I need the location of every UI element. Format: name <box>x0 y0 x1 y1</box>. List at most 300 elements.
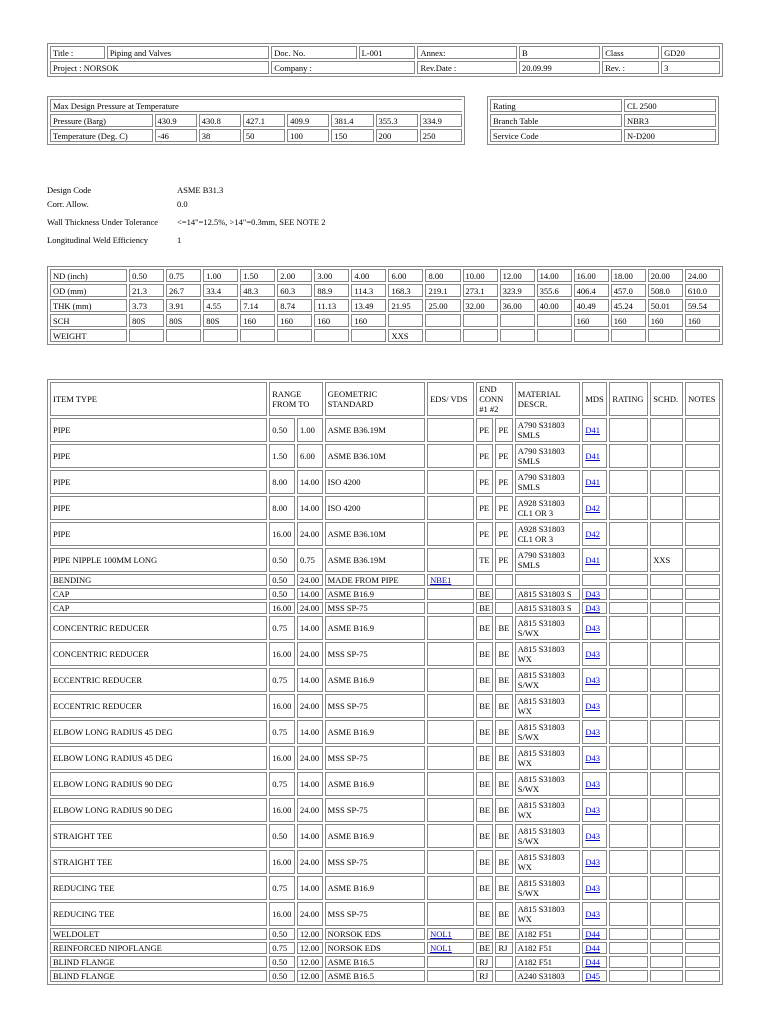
mds <box>582 496 607 520</box>
material-descr: A815 S31803 WX <box>515 798 581 822</box>
item-row <box>50 798 720 822</box>
thk-cell: 11.13 <box>314 299 349 312</box>
pressure-row <box>50 114 462 127</box>
class-value: GD20 <box>661 46 720 59</box>
company-label: Company : <box>271 61 415 74</box>
end-conn-2: BE <box>495 642 512 666</box>
end-conn-1: PE <box>476 444 493 468</box>
weight-cell <box>314 329 349 342</box>
item-row <box>50 850 720 874</box>
rating-cell <box>609 798 648 822</box>
rating-cell <box>609 772 648 796</box>
range-from: 0.50 <box>269 928 295 940</box>
mds <box>582 588 607 600</box>
item-row <box>50 720 720 744</box>
end-conn-1: BE <box>476 824 493 848</box>
eds-vds <box>427 522 474 546</box>
mds-link[interactable]: D43 <box>585 589 600 599</box>
geometric-standard: MSS SP-75 <box>325 642 425 666</box>
range-from: 0.50 <box>269 970 295 982</box>
weight-cell <box>648 329 683 342</box>
size-row-sch <box>50 314 720 327</box>
geometric-standard: MSS SP-75 <box>325 798 425 822</box>
end-conn-1: BE <box>476 720 493 744</box>
rating-cell <box>609 444 648 468</box>
mds-link[interactable]: D44 <box>585 929 600 939</box>
schd <box>650 522 683 546</box>
od-cell: 355.6 <box>537 284 572 297</box>
material-descr: A790 S31803 SMLS <box>515 444 581 468</box>
item-type: PIPE <box>50 444 267 468</box>
header-geometric-standard: GEOMETRIC STANDARD <box>325 382 425 416</box>
rating-cell <box>609 902 648 926</box>
mds-link[interactable]: D43 <box>585 753 600 763</box>
rating-cell <box>609 746 648 770</box>
nd-cell: 24.00 <box>685 269 720 282</box>
pressure-value: 427.1 <box>243 114 285 127</box>
end-conn-2: BE <box>495 928 512 940</box>
end-conn-2: BE <box>495 850 512 874</box>
mds <box>582 522 607 546</box>
class-label: Class <box>602 46 659 59</box>
notes-cell <box>685 668 720 692</box>
item-type: PIPE <box>50 470 267 494</box>
thk-cell: 21.95 <box>388 299 423 312</box>
schd <box>650 824 683 848</box>
item-row <box>50 444 720 468</box>
mds-link[interactable]: D41 <box>585 425 600 435</box>
nd-cell: 18.00 <box>611 269 646 282</box>
eds-vds <box>427 772 474 796</box>
notes-cell <box>685 548 720 572</box>
geometric-standard: MSS SP-75 <box>325 746 425 770</box>
sch-cell: 80S <box>166 314 201 327</box>
eds-vds <box>427 928 474 940</box>
mds <box>582 746 607 770</box>
weight-cell <box>240 329 275 342</box>
range-from: 0.50 <box>269 574 295 586</box>
thk-label: THK (mm) <box>50 299 127 312</box>
mds <box>582 668 607 692</box>
mds-link[interactable]: D42 <box>585 529 600 539</box>
mds-link[interactable]: D44 <box>585 943 600 953</box>
sch-cell <box>537 314 572 327</box>
geometric-standard: ASME B36.10M <box>325 444 425 468</box>
temperature-value: 38 <box>199 129 241 142</box>
range-from: 16.00 <box>269 642 295 666</box>
rating-cell <box>609 694 648 718</box>
corrosion-allowance-label: Corr. Allow. <box>47 199 89 209</box>
document-header-table <box>47 43 723 77</box>
mds-link[interactable]: D43 <box>585 805 600 815</box>
notes-cell <box>685 496 720 520</box>
weight-cell <box>277 329 312 342</box>
geometric-standard: NORSOK EDS <box>325 942 425 954</box>
rating-cell <box>609 616 648 640</box>
geometric-standard: MSS SP-75 <box>325 902 425 926</box>
range-to: 14.00 <box>297 720 323 744</box>
od-cell: 88.9 <box>314 284 349 297</box>
item-type: CONCENTRIC REDUCER <box>50 616 267 640</box>
mds <box>582 824 607 848</box>
range-to: 12.00 <box>297 942 323 954</box>
range-to: 14.00 <box>297 470 323 494</box>
item-type: BLIND FLANGE <box>50 970 267 982</box>
item-type: WELDOLET <box>50 928 267 940</box>
schd: XXS <box>650 548 683 572</box>
range-from: 0.75 <box>269 942 295 954</box>
item-row <box>50 642 720 666</box>
material-descr: A182 F51 <box>515 956 581 968</box>
od-cell: 114.3 <box>351 284 386 297</box>
end-conn-1: TE <box>476 548 493 572</box>
pressure-value: 409.9 <box>287 114 329 127</box>
schd <box>650 444 683 468</box>
item-type: REDUCING TEE <box>50 902 267 926</box>
rating-cell <box>609 602 648 614</box>
thk-cell: 59.54 <box>685 299 720 312</box>
mds-link[interactable]: D43 <box>585 857 600 867</box>
end-conn-1: BE <box>476 772 493 796</box>
range-to: 1.00 <box>297 418 323 442</box>
notes-cell <box>685 942 720 954</box>
material-descr: A815 S31803 WX <box>515 902 581 926</box>
range-from: 16.00 <box>269 850 295 874</box>
weight-cell <box>129 329 164 342</box>
mds-link[interactable]: D43 <box>585 831 600 841</box>
pressure-value: 334.9 <box>420 114 462 127</box>
mds-link[interactable]: D41 <box>585 477 600 487</box>
range-from: 16.00 <box>269 522 295 546</box>
end-conn-2 <box>495 588 512 600</box>
thk-cell: 13.49 <box>351 299 386 312</box>
mds-link[interactable]: D43 <box>585 623 600 633</box>
mds <box>582 602 607 614</box>
nd-label: ND (inch) <box>50 269 127 282</box>
mds-link[interactable]: D43 <box>585 649 600 659</box>
sch-cell: 160 <box>648 314 683 327</box>
range-from: 0.75 <box>269 616 295 640</box>
thk-cell: 25.00 <box>425 299 460 312</box>
sch-cell: 160 <box>351 314 386 327</box>
mds <box>582 574 607 586</box>
schd <box>650 668 683 692</box>
eds-vds <box>427 616 474 640</box>
weight-cell <box>537 329 572 342</box>
header-mds: MDS <box>582 382 607 416</box>
end-conn-2 <box>495 602 512 614</box>
temperature-value: 50 <box>243 129 285 142</box>
item-type: STRAIGHT TEE <box>50 824 267 848</box>
end-conn-1: BE <box>476 694 493 718</box>
item-row <box>50 668 720 692</box>
range-from: 0.50 <box>269 824 295 848</box>
mds-link[interactable]: D43 <box>585 727 600 737</box>
schd <box>650 902 683 926</box>
notes-cell <box>685 970 720 982</box>
temperature-value: 100 <box>287 129 329 142</box>
range-to: 12.00 <box>297 956 323 968</box>
sch-cell: 160 <box>240 314 275 327</box>
nd-cell: 4.00 <box>351 269 386 282</box>
material-descr: A182 F51 <box>515 942 581 954</box>
corrosion-allowance-value: 0.0 <box>177 199 188 209</box>
material-descr: A815 S31803 WX <box>515 694 581 718</box>
revdate-label: Rev.Date : <box>417 61 517 74</box>
range-to: 12.00 <box>297 928 323 940</box>
mds-link[interactable]: D45 <box>585 971 600 981</box>
mds-link[interactable]: D44 <box>585 957 600 967</box>
material-descr: A815 S31803 S <box>515 588 581 600</box>
notes-cell <box>685 902 720 926</box>
schd <box>650 694 683 718</box>
end-conn-1: BE <box>476 602 493 614</box>
schd <box>650 720 683 744</box>
mds <box>582 720 607 744</box>
pressure-value: 430.9 <box>155 114 197 127</box>
range-to: 24.00 <box>297 522 323 546</box>
header-material: MATERIAL DESCR. <box>515 382 581 416</box>
thk-cell: 3.73 <box>129 299 164 312</box>
weight-cell <box>463 329 498 342</box>
end-conn-1: BE <box>476 746 493 770</box>
eds-vds <box>427 496 474 520</box>
rating-cell <box>609 642 648 666</box>
temperature-value: 200 <box>376 129 418 142</box>
geometric-standard: ISO 4200 <box>325 496 425 520</box>
pressure-table-title: Max Design Pressure at Temperature <box>50 99 462 112</box>
schd <box>650 496 683 520</box>
mds-link[interactable]: D43 <box>585 909 600 919</box>
range-from: 16.00 <box>269 902 295 926</box>
sch-cell: 160 <box>314 314 349 327</box>
range-from: 8.00 <box>269 496 295 520</box>
material-descr <box>515 574 581 586</box>
thk-cell: 4.55 <box>203 299 238 312</box>
mds-link[interactable]: D43 <box>585 675 600 685</box>
nd-cell: 3.00 <box>314 269 349 282</box>
mds <box>582 876 607 900</box>
header-end-conn: END CONN #1 #2 <box>476 382 513 416</box>
material-descr: A790 S31803 SMLS <box>515 548 581 572</box>
item-row <box>50 496 720 520</box>
mds <box>582 616 607 640</box>
notes-cell <box>685 444 720 468</box>
range-from: 16.00 <box>269 602 295 614</box>
range-from: 8.00 <box>269 470 295 494</box>
item-type: PIPE <box>50 496 267 520</box>
rating-cell <box>609 942 648 954</box>
thk-cell: 7.14 <box>240 299 275 312</box>
schd <box>650 602 683 614</box>
geometric-standard: ASME B16.9 <box>325 824 425 848</box>
notes-cell <box>685 522 720 546</box>
service-code-label: Service Code <box>490 129 622 142</box>
sch-cell: 160 <box>277 314 312 327</box>
geometric-standard: ASME B36.19M <box>325 418 425 442</box>
rating-label: Rating <box>490 99 622 112</box>
nd-cell: 1.00 <box>203 269 238 282</box>
item-type: ECCENTRIC REDUCER <box>50 668 267 692</box>
range-to: 14.00 <box>297 876 323 900</box>
sch-cell: 80S <box>129 314 164 327</box>
od-cell: 33.4 <box>203 284 238 297</box>
schd <box>650 616 683 640</box>
range-to: 24.00 <box>297 694 323 718</box>
item-row <box>50 928 720 940</box>
material-descr: A928 S31803 CL1 OR 3 <box>515 522 581 546</box>
rating-table <box>487 96 719 145</box>
schd <box>650 418 683 442</box>
range-from: 0.50 <box>269 418 295 442</box>
temperature-value: -46 <box>155 129 197 142</box>
mds-link[interactable]: D43 <box>585 701 600 711</box>
weight-cell <box>500 329 535 342</box>
size-row-weight <box>50 329 720 342</box>
geometric-standard: ISO 4200 <box>325 470 425 494</box>
annex-value: B <box>519 46 600 59</box>
mds-link[interactable]: D43 <box>585 603 600 613</box>
item-row <box>50 902 720 926</box>
range-to: 6.00 <box>297 444 323 468</box>
nd-cell: 14.00 <box>537 269 572 282</box>
mds-link[interactable]: D41 <box>585 555 600 565</box>
material-descr: A815 S31803 WX <box>515 850 581 874</box>
end-conn-2: BE <box>495 772 512 796</box>
rating-cell <box>609 876 648 900</box>
schd <box>650 642 683 666</box>
weight-cell <box>351 329 386 342</box>
weight-cell <box>166 329 201 342</box>
range-to: 14.00 <box>297 588 323 600</box>
annex-label: Annex: <box>417 46 517 59</box>
end-conn-2: PE <box>495 444 512 468</box>
item-row <box>50 970 720 982</box>
end-conn-2: RJ <box>495 942 512 954</box>
rev-label: Rev. : <box>602 61 659 74</box>
thk-cell: 50.01 <box>648 299 683 312</box>
eds-vds <box>427 694 474 718</box>
mds-link[interactable]: D43 <box>585 779 600 789</box>
notes-cell <box>685 694 720 718</box>
item-type: BENDING <box>50 574 267 586</box>
eds-vds-link[interactable]: NOL1 <box>430 943 452 953</box>
sch-cell: 160 <box>685 314 720 327</box>
rating-cell <box>609 850 648 874</box>
eds-vds <box>427 444 474 468</box>
end-conn-1: BE <box>476 668 493 692</box>
item-row <box>50 522 720 546</box>
item-type: BLIND FLANGE <box>50 956 267 968</box>
mds-link[interactable]: D43 <box>585 883 600 893</box>
item-type: ELBOW LONG RADIUS 90 DEG <box>50 798 267 822</box>
docno-value: L-001 <box>359 46 416 59</box>
od-cell: 168.3 <box>388 284 423 297</box>
range-to: 14.00 <box>297 668 323 692</box>
rating-cell <box>609 956 648 968</box>
thk-cell: 32.00 <box>463 299 498 312</box>
item-row <box>50 942 720 954</box>
item-row <box>50 824 720 848</box>
service-code-value: N-D200 <box>624 129 716 142</box>
temperature-value: 150 <box>331 129 373 142</box>
schd <box>650 588 683 600</box>
mds <box>582 798 607 822</box>
material-descr: A815 S31803 S/WX <box>515 772 581 796</box>
end-conn-2: PE <box>495 418 512 442</box>
sch-cell: 80S <box>203 314 238 327</box>
end-conn-2 <box>495 956 512 968</box>
mds <box>582 418 607 442</box>
item-type: CONCENTRIC REDUCER <box>50 642 267 666</box>
end-conn-1: PE <box>476 496 493 520</box>
end-conn-2: BE <box>495 798 512 822</box>
eds-vds-link[interactable]: NOL1 <box>430 929 452 939</box>
item-type: PIPE <box>50 522 267 546</box>
end-conn-1: PE <box>476 522 493 546</box>
geometric-standard: MSS SP-75 <box>325 602 425 614</box>
range-to: 0.75 <box>297 548 323 572</box>
branch-table-value: NBR3 <box>624 114 716 127</box>
notes-cell <box>685 418 720 442</box>
item-row <box>50 548 720 572</box>
mds-link[interactable]: D42 <box>585 503 600 513</box>
end-conn-2: BE <box>495 616 512 640</box>
material-descr: A790 S31803 SMLS <box>515 470 581 494</box>
end-conn-1: BE <box>476 928 493 940</box>
weight-cell <box>685 329 720 342</box>
mds <box>582 694 607 718</box>
mds <box>582 928 607 940</box>
end-conn-2: PE <box>495 470 512 494</box>
item-type: CAP <box>50 602 267 614</box>
od-cell: 323.9 <box>500 284 535 297</box>
od-label: OD (mm) <box>50 284 127 297</box>
mds <box>582 942 607 954</box>
header-notes: NOTES <box>685 382 720 416</box>
notes-cell <box>685 956 720 968</box>
od-cell: 48.3 <box>240 284 275 297</box>
notes-cell <box>685 642 720 666</box>
schd <box>650 850 683 874</box>
od-cell: 26.7 <box>166 284 201 297</box>
od-cell: 508.0 <box>648 284 683 297</box>
end-conn-1 <box>476 574 493 586</box>
weld-efficiency-value: 1 <box>177 235 182 245</box>
range-from: 0.75 <box>269 720 295 744</box>
schd <box>650 876 683 900</box>
notes-cell <box>685 850 720 874</box>
title-value: Piping and Valves <box>107 46 269 59</box>
range-from: 16.00 <box>269 746 295 770</box>
range-from: 16.00 <box>269 694 295 718</box>
eds-vds-link[interactable]: NBE1 <box>430 575 452 585</box>
geometric-standard: ASME B36.10M <box>325 522 425 546</box>
nd-cell: 10.00 <box>463 269 498 282</box>
material-descr: A240 S31803 <box>515 970 581 982</box>
mds-link[interactable]: D41 <box>585 451 600 461</box>
geometric-standard: ASME B16.9 <box>325 772 425 796</box>
end-conn-2: BE <box>495 902 512 926</box>
range-from: 0.50 <box>269 548 295 572</box>
range-to: 14.00 <box>297 824 323 848</box>
end-conn-1: BE <box>476 642 493 666</box>
header-range: RANGE FROM TO <box>269 382 322 416</box>
range-to: 24.00 <box>297 642 323 666</box>
project-label: Project : NORSOK <box>50 61 269 74</box>
item-row <box>50 746 720 770</box>
notes-cell <box>685 616 720 640</box>
